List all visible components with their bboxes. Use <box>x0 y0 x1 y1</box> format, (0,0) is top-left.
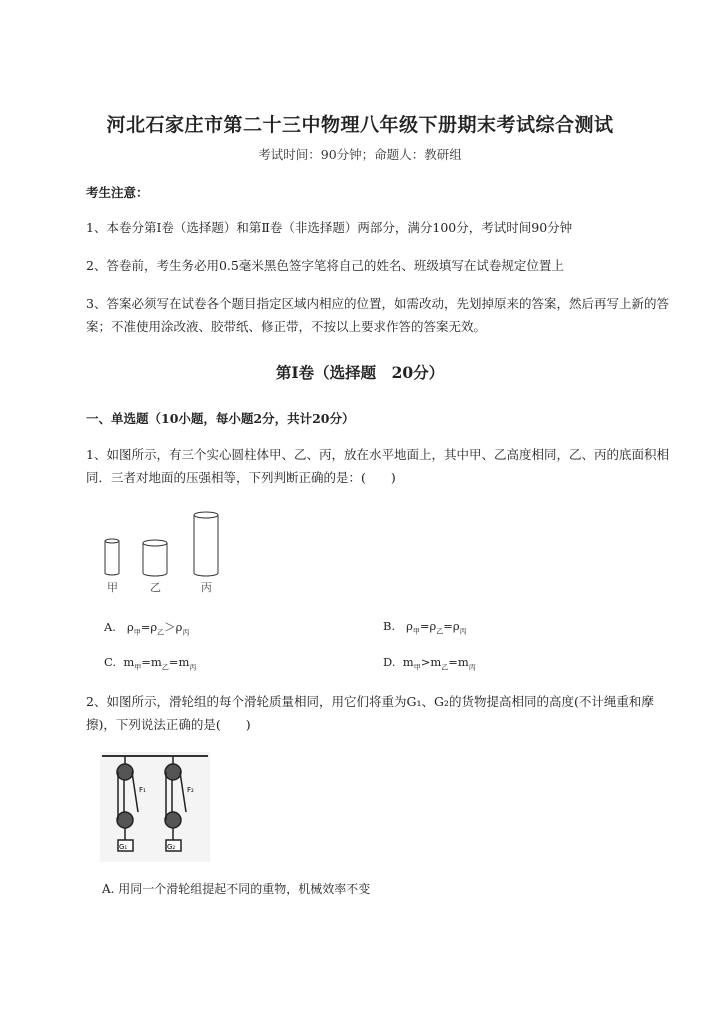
q1-option-d[interactable]: D. $m_甲>m_乙=m_丙$ <box>383 655 476 672</box>
cylinders-figure <box>92 505 232 600</box>
notice-item-2: 2、答卷前，考生务必用0.5毫米黑色签字笔将自己的姓名、班级填写在试卷规定位置上 <box>86 258 564 273</box>
force-label-f2: F₂ <box>187 786 194 794</box>
cylinder-label-bing: 丙 <box>201 581 212 594</box>
q1-option-c[interactable]: C. $m_甲=m_乙=m_丙$ <box>104 655 197 672</box>
q1-option-b[interactable]: B. $\rho_甲=\rho_乙=\rho_丙$ <box>383 619 467 636</box>
force-label-f1: F₁ <box>139 786 146 794</box>
weight-label-g1: G₁ <box>119 843 128 851</box>
notice-item-3: 3、答案必须写在试卷各个题目指定区域内相应的位置，如需改动，先划掉原来的答案，然后再写上新的答案；不准使用涂改液、胶带纸、修正带，不按以上要求作答的答案无效。 <box>86 296 669 334</box>
question-1-stem: 1、如图所示，有三个实心圆柱体甲、乙、丙，放在水平地面上，其中甲、乙高度相同，乙、丙的底面积相同．三者对地面的压强相等，下列判断正确的是：( ) <box>86 447 669 485</box>
q2-option-a[interactable]: A. 用同一个滑轮组提起不同的重物，机械效率不变 <box>102 882 371 896</box>
section-subheading: 一、单选题（10小题，每小题2分，共计20分） <box>86 411 355 426</box>
page-title: 河北石家庄市第二十三中物理八年级下册期末考试综合测试 <box>106 114 614 136</box>
notice-item-1: 1、本卷分第Ⅰ卷（选择题）和第Ⅱ卷（非选择题）两部分，满分100分，考试时间90分钟 <box>86 220 573 235</box>
pulley-figure <box>100 752 210 862</box>
cylinder-label-jia: 甲 <box>107 581 118 594</box>
weight-label-g2: G₂ <box>167 843 176 851</box>
cylinder-label-yi: 乙 <box>150 581 161 594</box>
section-title: 第Ⅰ卷（选择题 20分） <box>275 363 445 382</box>
q1-option-a[interactable]: A. $\rho_甲=\rho_乙>\rho_丙$ <box>104 620 190 637</box>
notice-heading: 考生注意： <box>86 185 149 200</box>
question-2-stem: 2、如图所示，滑轮组的每个滑轮质量相同，用它们将重为G₁、G₂的货物提高相同的高度(不计绳重和摩擦)，下列说法正确的是( ) <box>86 694 654 732</box>
exam-info: 考试时间：90分钟；命题人：教研组 <box>258 147 462 162</box>
